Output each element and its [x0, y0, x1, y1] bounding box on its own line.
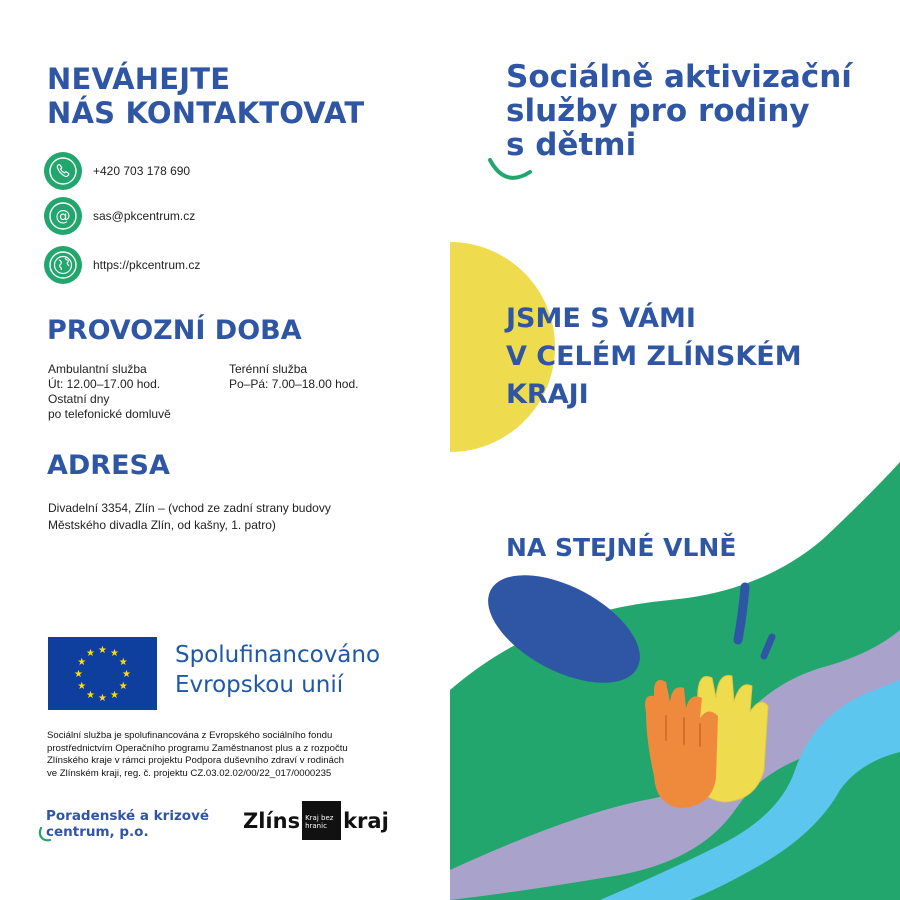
eu-line-1: Spolufinancováno	[175, 642, 381, 668]
eu-star-icon: ★	[86, 689, 95, 701]
eu-star-icon: ★	[110, 689, 119, 701]
eu-star-icon: ★	[122, 669, 131, 680]
zlin-box-line-1: Kraj bez	[305, 814, 334, 822]
email-address: sas@pkcentrum.cz	[93, 209, 196, 223]
address-heading: ADRESA	[47, 450, 170, 481]
svg-text:@: @	[55, 207, 71, 225]
eu-star-icon: ★	[98, 645, 107, 656]
wave-slogan: NA STEJNÉ VLNĚ	[506, 533, 737, 562]
eu-star-icon: ★	[86, 648, 95, 660]
eu-star-icon: ★	[74, 669, 83, 680]
eu-star-icon: ★	[77, 657, 87, 668]
ambulant-note-2: po telefonické domluvě	[48, 407, 171, 421]
slogan	[506, 300, 802, 414]
zlin-region-logo	[243, 801, 389, 840]
contact-heading-line1: NEVÁHEJTE	[47, 62, 231, 96]
web-row[interactable]	[44, 246, 200, 284]
web-address: https://pkcentrum.cz	[93, 258, 201, 272]
slogan-line-2: V CELÉM ZLÍNSKÉM	[506, 341, 802, 372]
slogan-line-1: JSME S VÁMI	[506, 303, 696, 334]
eu-star-icon: ★	[98, 693, 107, 704]
address-line-1: Divadelní 3354, Zlín – (vchod ze zadní strany budovy	[48, 501, 331, 515]
ambulant-label: Ambulantní služba	[48, 362, 147, 376]
globe-icon	[44, 246, 82, 284]
hero-title-line-1: Sociálně aktivizační	[506, 59, 852, 95]
phone-icon	[44, 152, 82, 190]
hero-title-line-2: služby pro rodiny	[506, 93, 810, 129]
zlin-box-line-2: hranic	[305, 822, 327, 830]
zlin-right-text: kraj	[343, 808, 389, 833]
field-service	[229, 362, 358, 392]
field-label: Terénní služba	[229, 362, 308, 376]
funding-note	[47, 730, 397, 780]
zlin-box	[302, 801, 341, 840]
field-time: Po–Pá: 7.00–18.00 hod.	[229, 377, 359, 391]
eu-star-icon: ★	[110, 648, 119, 660]
email-row[interactable]	[44, 197, 195, 235]
eu-star-icon: ★	[77, 681, 87, 692]
eu-star-icon: ★	[118, 657, 128, 668]
ambulant-time: Út: 12.00–17.00 hod.	[48, 377, 161, 391]
pkc-line-2: centrum, p.o.	[46, 824, 149, 840]
phone-row[interactable]	[44, 152, 190, 190]
eu-star-icon: ★	[118, 681, 128, 692]
funding-line-4: ve Zlínském kraji, reg. č. projektu CZ.03.02.02/00/22_017/0000235	[47, 767, 332, 779]
funding-line-2: prostřednictvím Operačního programu Zaměstnanost plus a z rozpočtu	[47, 742, 348, 754]
funding-line-1: Sociální služba je spolufinancována z Evropského sociálního fondu	[47, 730, 333, 741]
at-sign-icon	[44, 197, 82, 235]
hours-heading: PROVOZNÍ DOBA	[47, 315, 302, 346]
funding-line-3: Zlínského kraje v rámci projektu Podpora duševního zdraví v rodinách	[47, 755, 345, 767]
address-text	[48, 500, 331, 534]
contact-heading-line2: NÁS KONTAKTOVAT	[47, 96, 365, 130]
eu-flag-logo	[48, 637, 157, 710]
address-line-2: Městského divadla Zlín, od kašny, 1. patro)	[48, 518, 276, 532]
pkc-swoosh-icon	[38, 826, 52, 842]
ambulant-note-1: Ostatní dny	[48, 392, 110, 406]
slogan-line-3: KRAJI	[506, 379, 589, 410]
eu-cofinanced-text	[175, 640, 380, 700]
eu-line-2: Evropskou unií	[175, 672, 344, 698]
zlin-left-text: Zlíns	[243, 808, 301, 833]
contact-heading	[47, 62, 364, 130]
hero-title	[506, 60, 852, 162]
hero-title-line-3: s dětmi	[506, 127, 637, 163]
pkc-logo	[46, 808, 209, 840]
pkc-line-1: Poradenské a krizové	[46, 808, 210, 824]
phone-number: +420 703 178 690	[93, 164, 191, 178]
ambulant-service	[48, 362, 171, 422]
